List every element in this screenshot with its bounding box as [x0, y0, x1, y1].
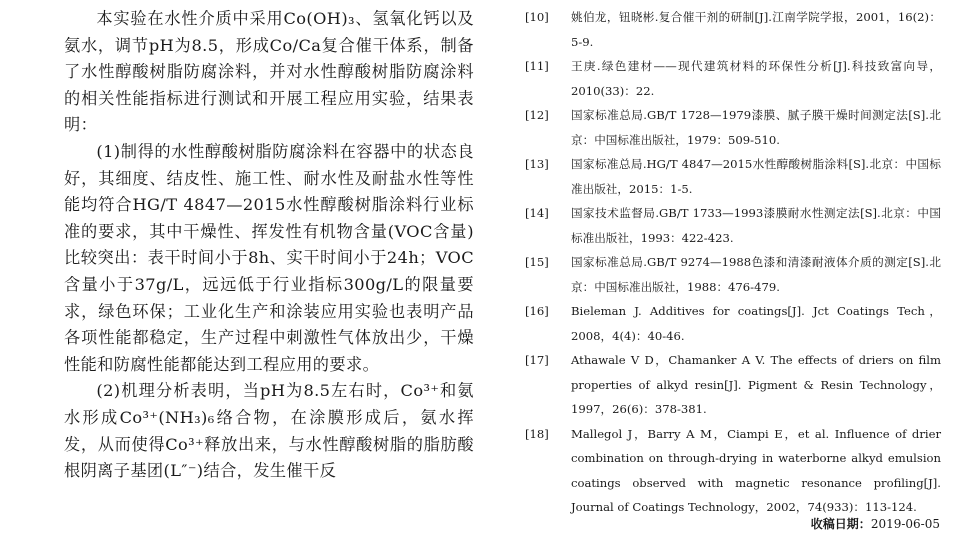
reference-number: [10] [525, 10, 549, 24]
reference-text: 王庚.绿色建材——现代建筑材料的环保性分析[J].科技致富向导，2010(33)：22. [571, 59, 941, 98]
reference-number: [18] [525, 426, 549, 441]
received-date-label: 收稿日期： [810, 517, 871, 531]
reference-list [525, 5, 941, 520]
reference-number: [16] [525, 304, 549, 318]
reference-number: [12] [525, 108, 549, 122]
body-paragraph-conclusion-1: (1)制得的水性醇酸树脂防腐涂料在容器中的状态良好，其细度、结皮性、施工性、耐水性及耐盐水性等性能均符合HG/T 4847—2015水性醇酸树脂涂料行业标准的要求，其中干燥性、挥发性有机物含量(VOC含量)比较突出：表干时间小于8h、实干时间小于24h；VOC含量小于37g/L，远远低于行业指标300g/L的限量要求，绿色环保；工业化生产和涂装应用实验也表明产品各项性能都稳定，生产过程中刺激性气体放出少，干燥性能和防腐性能都能达到工程应用的要求。 [64, 141, 474, 374]
reference-text: 姚伯龙，钮晓彬.复合催干剂的研制[J].江南学院学报，2001，16(2)：5-9. [571, 10, 941, 49]
reference-item [525, 299, 941, 348]
reference-number: [11] [525, 59, 549, 73]
reference-text: 国家技术监督局.GB/T 1733—1993漆膜耐水性测定法[S].北京：中国标准出版社，1993：422-423. [571, 206, 941, 245]
reference-text: Bieleman J. Additives for coatings[J]. Jct Coatings Tech，2008，4(4)：40-46. [571, 304, 941, 343]
reference-item [525, 348, 941, 422]
body-text-column [64, 6, 474, 485]
reference-text: Athawale V D，Chamanker A V. The effects of driers on film properties of alkyd resin[J]. Pigment & Resin Technology，1997，26(6)：378-381. [571, 353, 941, 416]
received-date-value: 2019-06-05 [870, 517, 940, 531]
reference-text: 国家标准总局.GB/T 9274—1988色漆和清漆耐液体介质的测定[S].北京：中国标准出版社，1988：476-479. [571, 255, 941, 294]
reference-text: Mallegol J，Barry A M，Ciampi E，et al. Influence of drier combination on through-drying in waterborne alkyd emulsion coatings observed with magnetic resonance profiling[J]. Journal of Coatings Technology，2002，74(933)：113-124. [571, 426, 941, 514]
reference-number: [13] [525, 157, 549, 171]
reference-item [525, 5, 941, 54]
reference-item [525, 103, 941, 152]
reference-item [525, 54, 941, 103]
reference-item [525, 422, 941, 520]
reference-text: 国家标准总局.HG/T 4847—2015水性醇酸树脂涂料[S].北京：中国标准出版社，2015：1-5. [571, 157, 941, 196]
reference-item [525, 250, 941, 299]
reference-number: [15] [525, 255, 549, 269]
reference-item [525, 201, 941, 250]
body-paragraph-conclusion-2: (2)机理分析表明，当pH为8.5左右时，Co³⁺和氨水形成Co³⁺(NH₃)₆络合物，在涂膜形成后，氨水挥发，从而使得Co³⁺释放出来，与水性醇酸树脂的脂肪酸根阴离子基团(L″⁻)结合，发生催干反 [64, 381, 474, 481]
body-paragraph-summary: 本实验在水性介质中采用Co(OH)₃、氢氧化钙以及氨水，调节pH为8.5，形成Co/Ca复合催干体系，制备了水性醇酸树脂防腐涂料，并对水性醇酸树脂防腐涂料的相关性能指标进行测试和开展工程应用实验，结果表明： [64, 9, 474, 135]
received-date [811, 514, 940, 534]
reference-text: 国家标准总局.GB/T 1728—1979漆膜、腻子膜干燥时间测定法[S].北京：中国标准出版社，1979：509-510. [571, 108, 941, 147]
reference-item [525, 152, 941, 201]
reference-number: [17] [525, 353, 549, 367]
reference-number: [14] [525, 206, 549, 220]
